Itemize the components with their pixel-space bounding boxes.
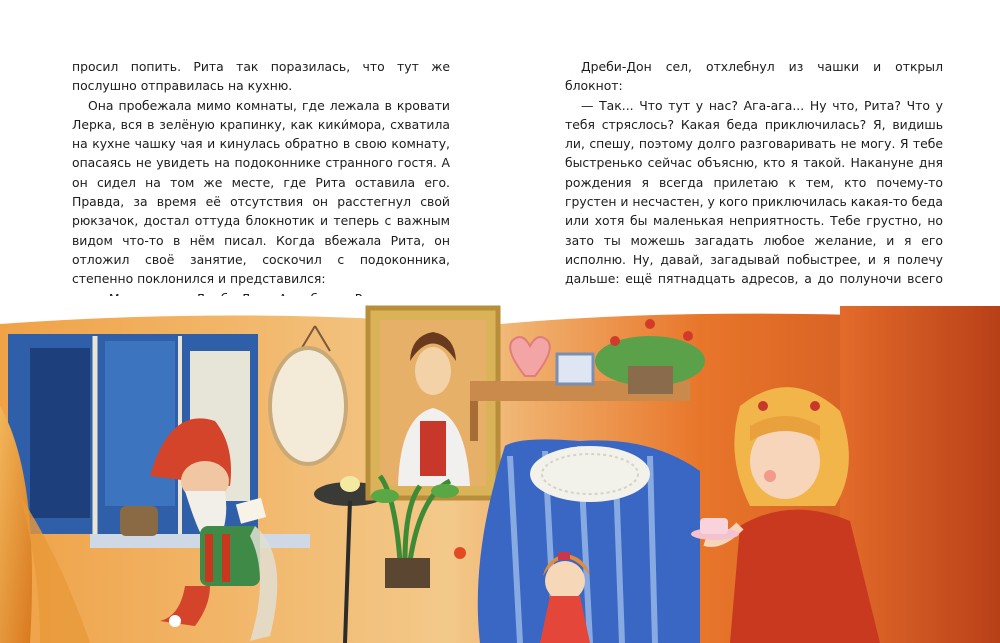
paragraph: — Так... Что тут у нас? Ага-ага... Ну что, Рита? Что у тебя стряслось? Какая беда приключилась? Я, видишь ли, спешу, поэтому долго разговаривать не могу. Я тебе быстренько сейчас объясню, кто я такой. Накануне дня рождения я всегда прилетаю к тем, кто почему-то грустен и несчастен, у кого приключилась какая-то беда или хотя бы маленькая неприятность. Тебе грустно, но зато ты можешь загадать любое желание, и я его исполню. Ну, давай, загадывай побыстрее, и я полечу дальше: ещё пятнадцать адресов, а до полуночи всего <box>565 97 943 287</box>
paragraph: Дреби-Дон сел, отхлебнул из чашки и открыл блокнот: <box>565 59 943 94</box>
backpack-icon <box>120 506 158 536</box>
armchair-icon <box>478 439 700 643</box>
paragraph: просил попить. Рита так поразилась, что тут же послушно отправилась на кухню. <box>72 59 450 94</box>
room-illustration <box>0 296 1000 643</box>
paragraph: Она пробежала мимо комнаты, где лежала в кровати Лерка, вся в зелёную крапинку, как кики́мора, схватила на кухне чашку чая и кинулась обратно в свою комнату, опасаясь не увидеть на подоконнике странного гостя. А он сидел на том же месте, где Рита оставила его. Правда, за время её отсутствия он расстегнул свой рюкзачок, достал оттуда блокнотик и теперь с важным видом что-то в нём писал. Когда вбежала Рита, он отложил своё занятие, соскочил с подоконника, степенно поклонился и представился: <box>72 97 450 287</box>
photo-frame-icon <box>557 354 593 384</box>
portrait-frame-icon <box>368 308 498 498</box>
